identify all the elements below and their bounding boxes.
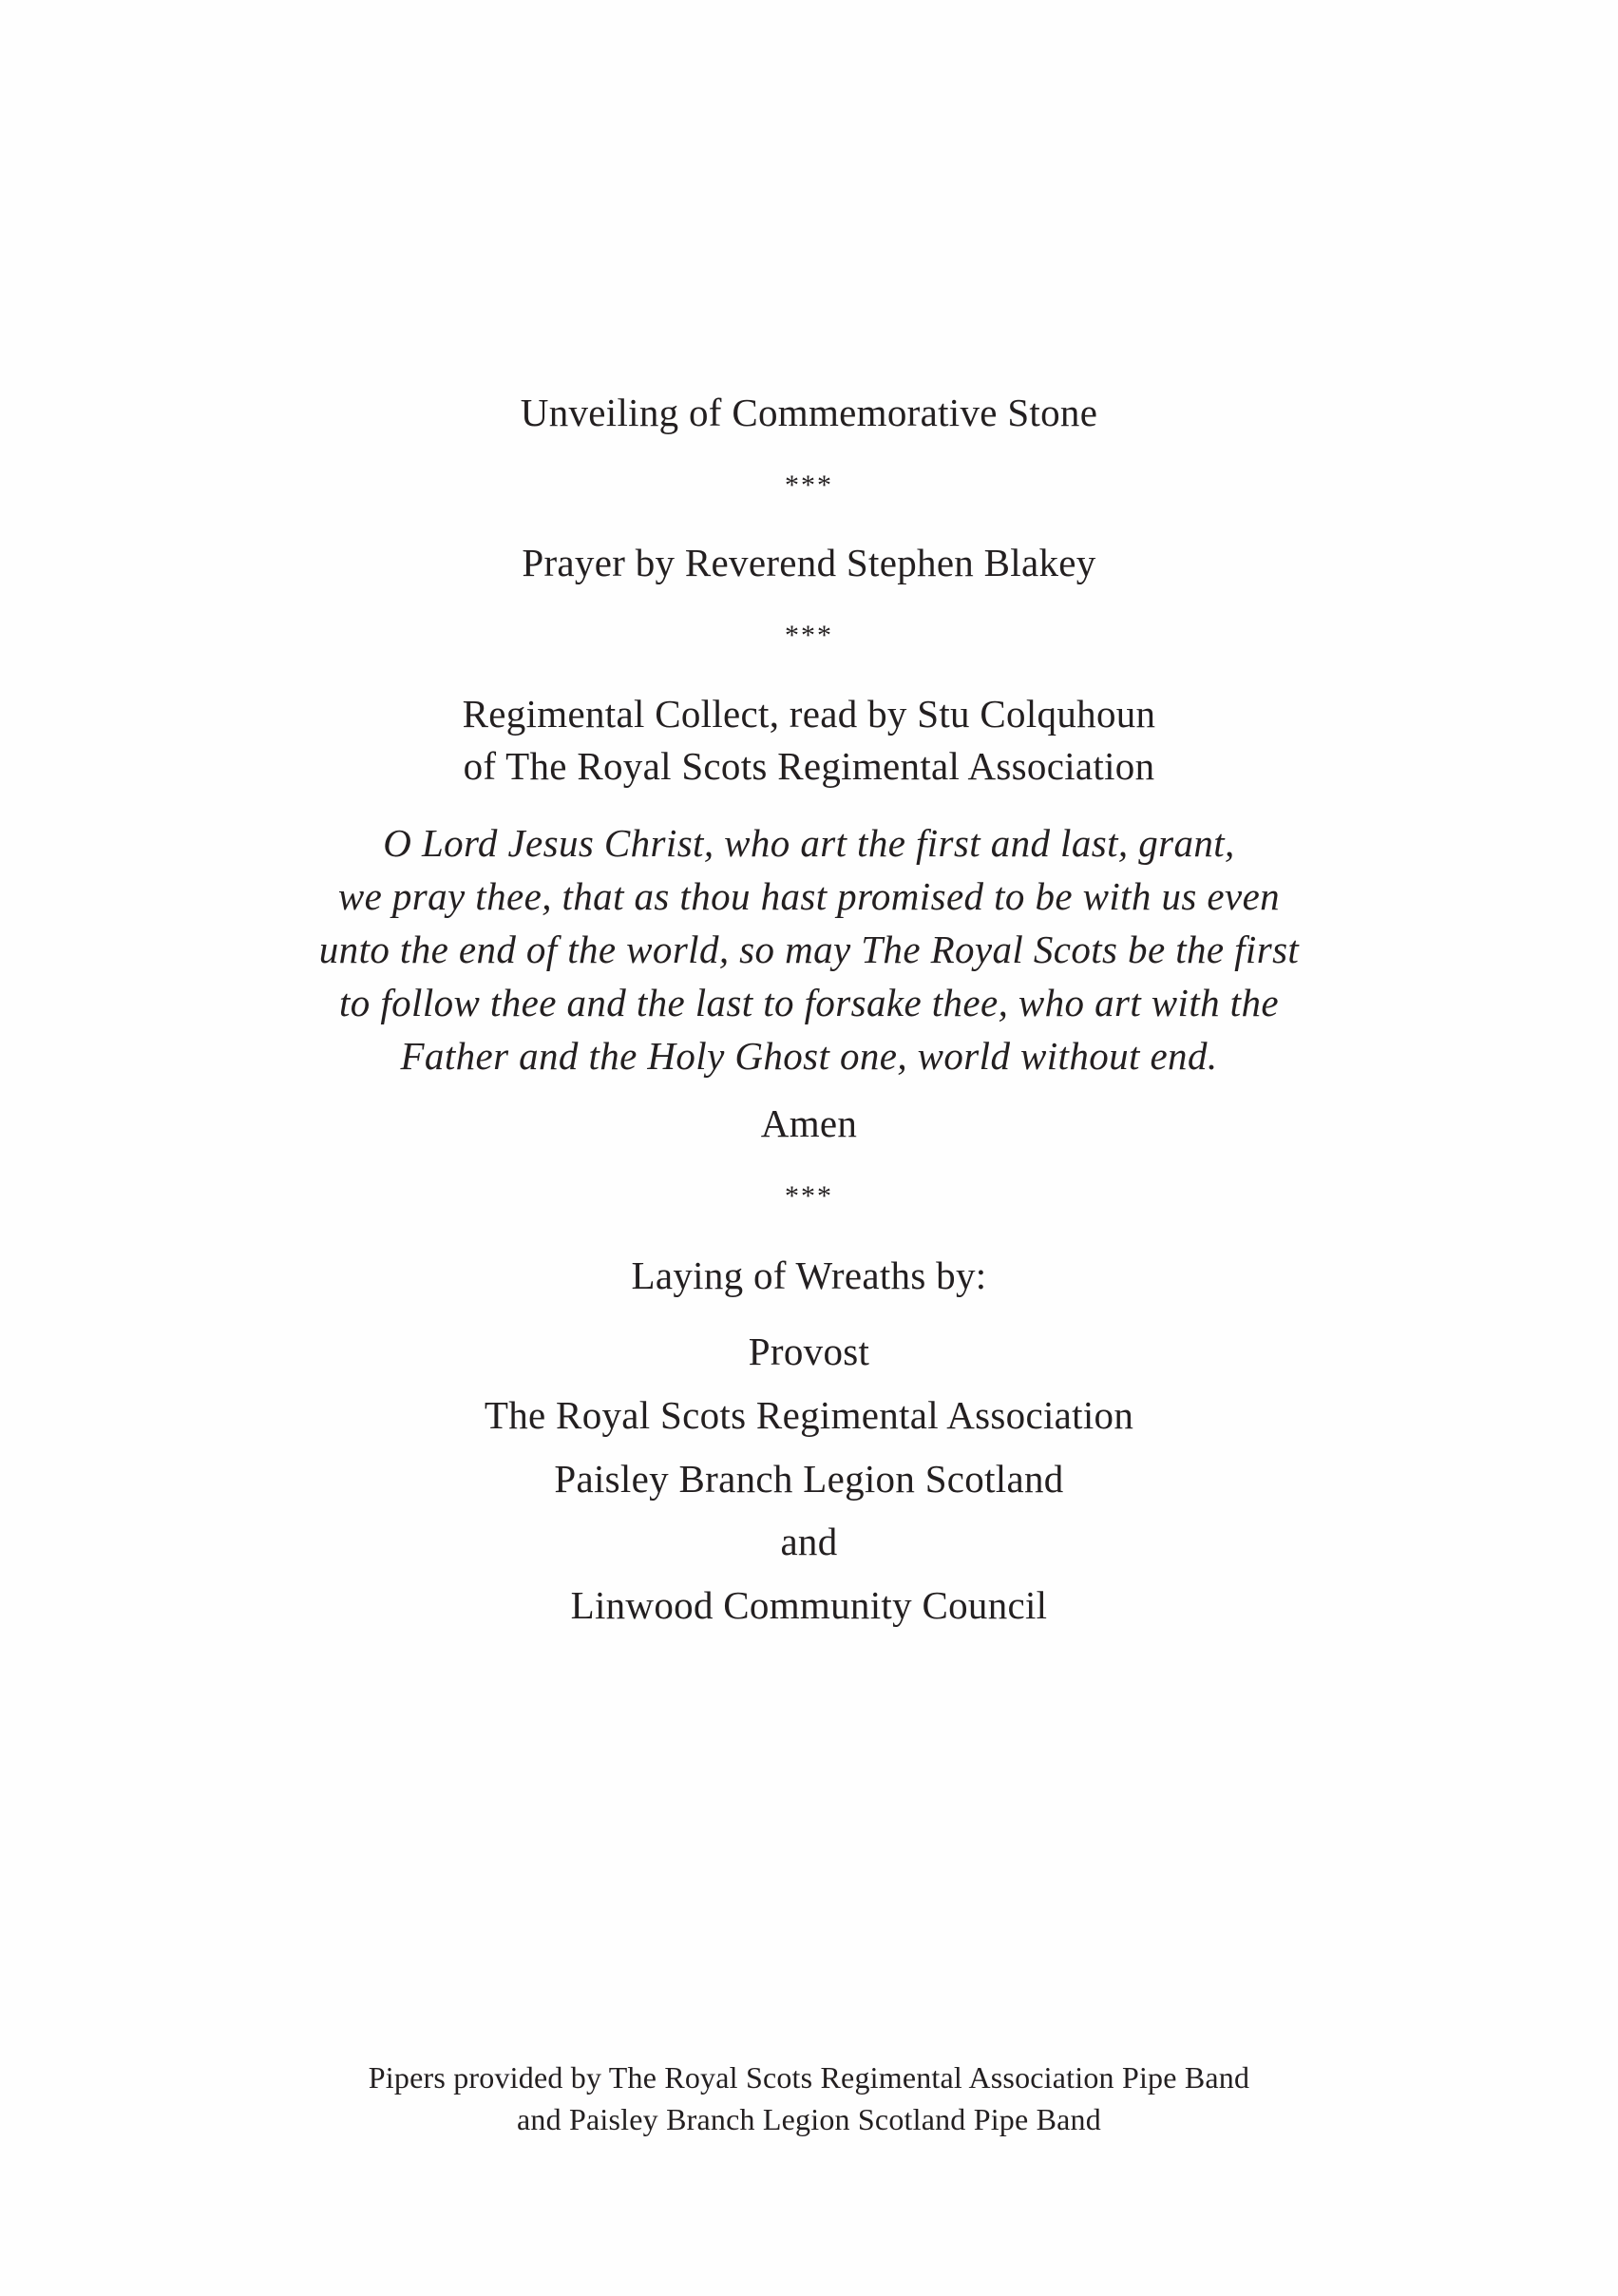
collect-heading-line-1: Regimental Collect, read by Stu Colquhoun — [462, 692, 1156, 736]
collect-text-line: Father and the Holy Ghost one, world without end. — [400, 1034, 1218, 1078]
wreath-layer-item: The Royal Scots Regimental Association — [484, 1393, 1134, 1437]
section-separator: *** — [785, 620, 833, 651]
pipers-credit-line-1: Pipers provided by The Royal Scots Regimental Association Pipe Band — [368, 2060, 1250, 2095]
section-separator: *** — [785, 1180, 833, 1212]
amen: Amen — [760, 1101, 858, 1145]
pipers-credit-line-2: and Paisley Branch Legion Scotland Pipe Band — [517, 2102, 1101, 2136]
collect-text-line: O Lord Jesus Christ, who art the first and last, grant, — [383, 821, 1235, 865]
collect-heading-line-2: of The Royal Scots Regimental Association — [463, 744, 1155, 788]
wreath-layer-item: Paisley Branch Legion Scotland — [554, 1457, 1064, 1501]
wreath-layer-item: Linwood Community Council — [570, 1583, 1048, 1627]
collect-text-line: we pray thee, that as thou hast promised to be with us even — [337, 874, 1281, 918]
wreath-layer-item: and — [780, 1520, 838, 1563]
unveiling-heading: Unveiling of Commemorative Stone — [520, 391, 1098, 434]
section-separator: *** — [785, 469, 833, 501]
wreath-layer-item: Provost — [748, 1330, 870, 1373]
prayer-heading: Prayer by Reverend Stephen Blakey — [522, 541, 1096, 584]
collect-text-line: to follow thee and the last to forsake thee, who art with the — [339, 981, 1279, 1024]
wreaths-heading: Laying of Wreaths by: — [631, 1253, 987, 1297]
collect-text-line: unto the end of the world, so may The Royal Scots be the first — [318, 928, 1300, 971]
